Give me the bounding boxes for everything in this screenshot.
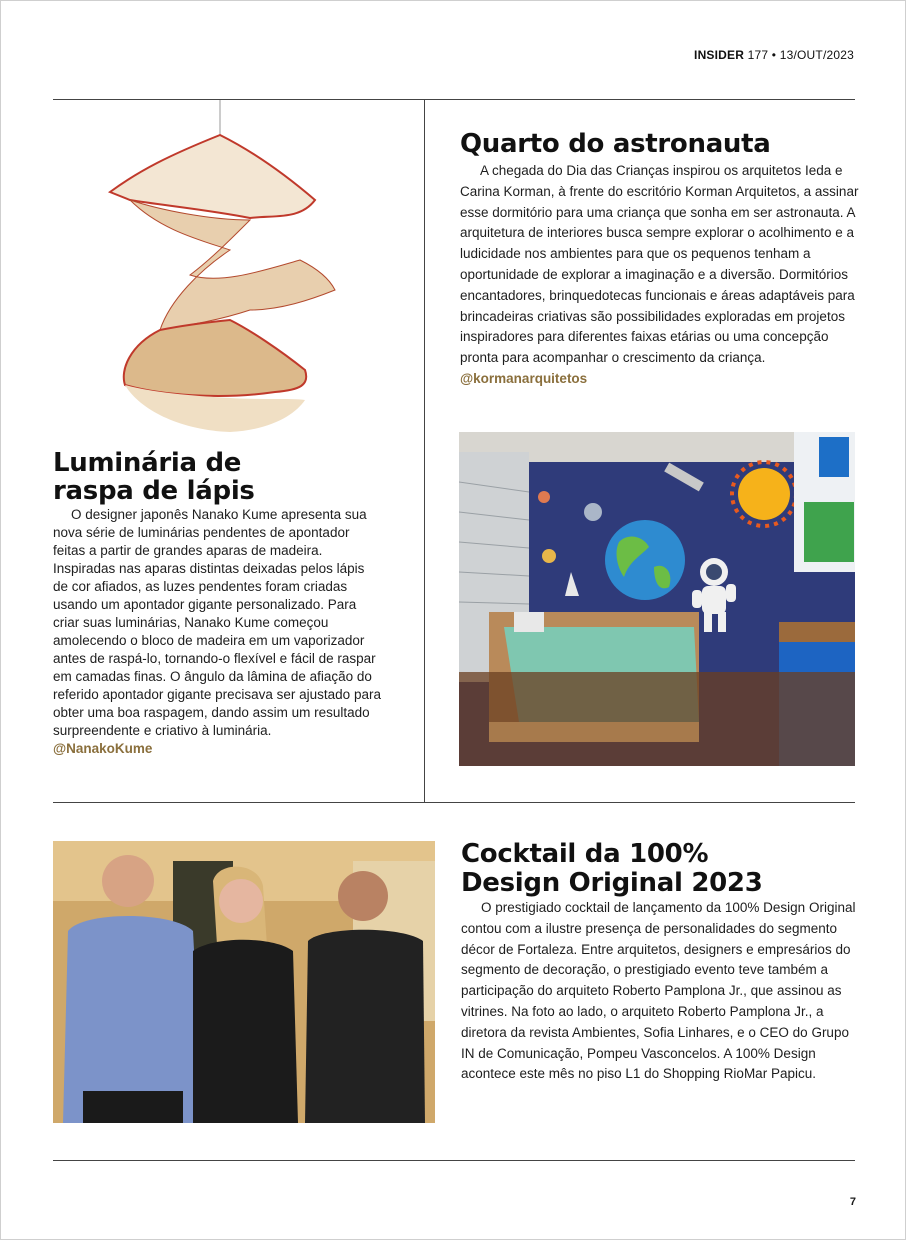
lamp-title-line1: Luminária de	[53, 448, 242, 478]
cocktail-article-title	[461, 840, 861, 898]
page-number: 7	[849, 1196, 856, 1208]
lamp-article	[53, 449, 383, 758]
lamp-body-text: O designer japonês Nanako Kume apresenta sua nova série de luminárias pendentes de apontador feitas a partir de grandes aparas de madeira. Inspiradas nas aparas distintas deixadas pelos lápis de cor afiados, as luzes pendentes foram criadas usando um apontador gigante personalizado. Para criar suas luminárias, Nanako Kume começou amolecendo o bloco de madeira em um vaporizador antes de raspá-lo, tornando-o flexível e fácil de raspar em camadas finas. O ângulo da lâmina de afiação do referido apontador gigante precisava ser ajustado para obter uma boa raspagem, dando assim um resultado surpreendente e criativo à luminária.	[53, 507, 381, 738]
astronaut-article-title: Quarto do astronauta	[460, 129, 771, 159]
cocktail-title-line2: Design Original 2023	[461, 868, 763, 898]
astronaut-article-body	[460, 161, 862, 390]
astronaut-body-text: A chegada do Dia das Crianças inspirou os arquitetos Ieda e Carina Korman, à frente do escritório Korman Arquitetos, a assinar esse dormitório para uma criança que sonha em ser astronauta. A arquitetura de interiores busca sempre explorar o acolhimento e a ludicidade nos ambientes para que os pequenos tenham a oportunidade de explorar a imaginação e a diversão. Dormitórios encantadores, brinquedotecas funcionais e áreas adaptáveis para brincadeiras criativas são possibilidades exploradas em projetos inspiradores para diferentes faixas etárias ou uma concepção pronta para acompanhar o crescimento da criança.	[460, 163, 859, 366]
issue-info: 177 • 13/OUT/2023	[747, 48, 854, 62]
lamp-instagram-handle: @NanakoKume	[53, 741, 153, 756]
astronaut-article	[460, 128, 862, 390]
lamp-article-body	[53, 506, 383, 758]
cocktail-title-line1: Cocktail da 100%	[461, 839, 709, 869]
middle-rule	[53, 802, 855, 803]
event-photo	[53, 841, 435, 1123]
cocktail-article-body: O prestigiado cocktail de lançamento da 100% Design Original contou com a ilustre presença de personalidades do segmento décor de Fortaleza. Entre arquitetos, designers e empresários do segmento de decoração, o prestigiado evento teve também a participação do arquiteto Roberto Pamplona Jr., que assinou as vitrines. Na foto ao lado, o arquiteto Roberto Pamplona Jr., a diretora da revista Ambientes, Sofia Linhares, e o CEO do Grupo IN de Comunicação, Pompeu Vasconcelos. A 100% Design acontece este mês no piso L1 do Shopping RioMar Papicu.	[461, 900, 856, 1082]
lamp-article-title	[53, 449, 383, 505]
lamp-title-line2: raspa de lápis	[53, 476, 255, 506]
bottom-rule	[53, 1160, 855, 1161]
astronaut-instagram-handle: @kormanarquitetos	[460, 370, 588, 386]
bedroom-photo	[459, 432, 855, 766]
column-divider	[424, 100, 425, 802]
lamp-photo	[100, 100, 350, 440]
magazine-brand: INSIDER	[694, 48, 745, 62]
cocktail-article	[461, 840, 861, 1085]
running-head	[694, 48, 854, 62]
